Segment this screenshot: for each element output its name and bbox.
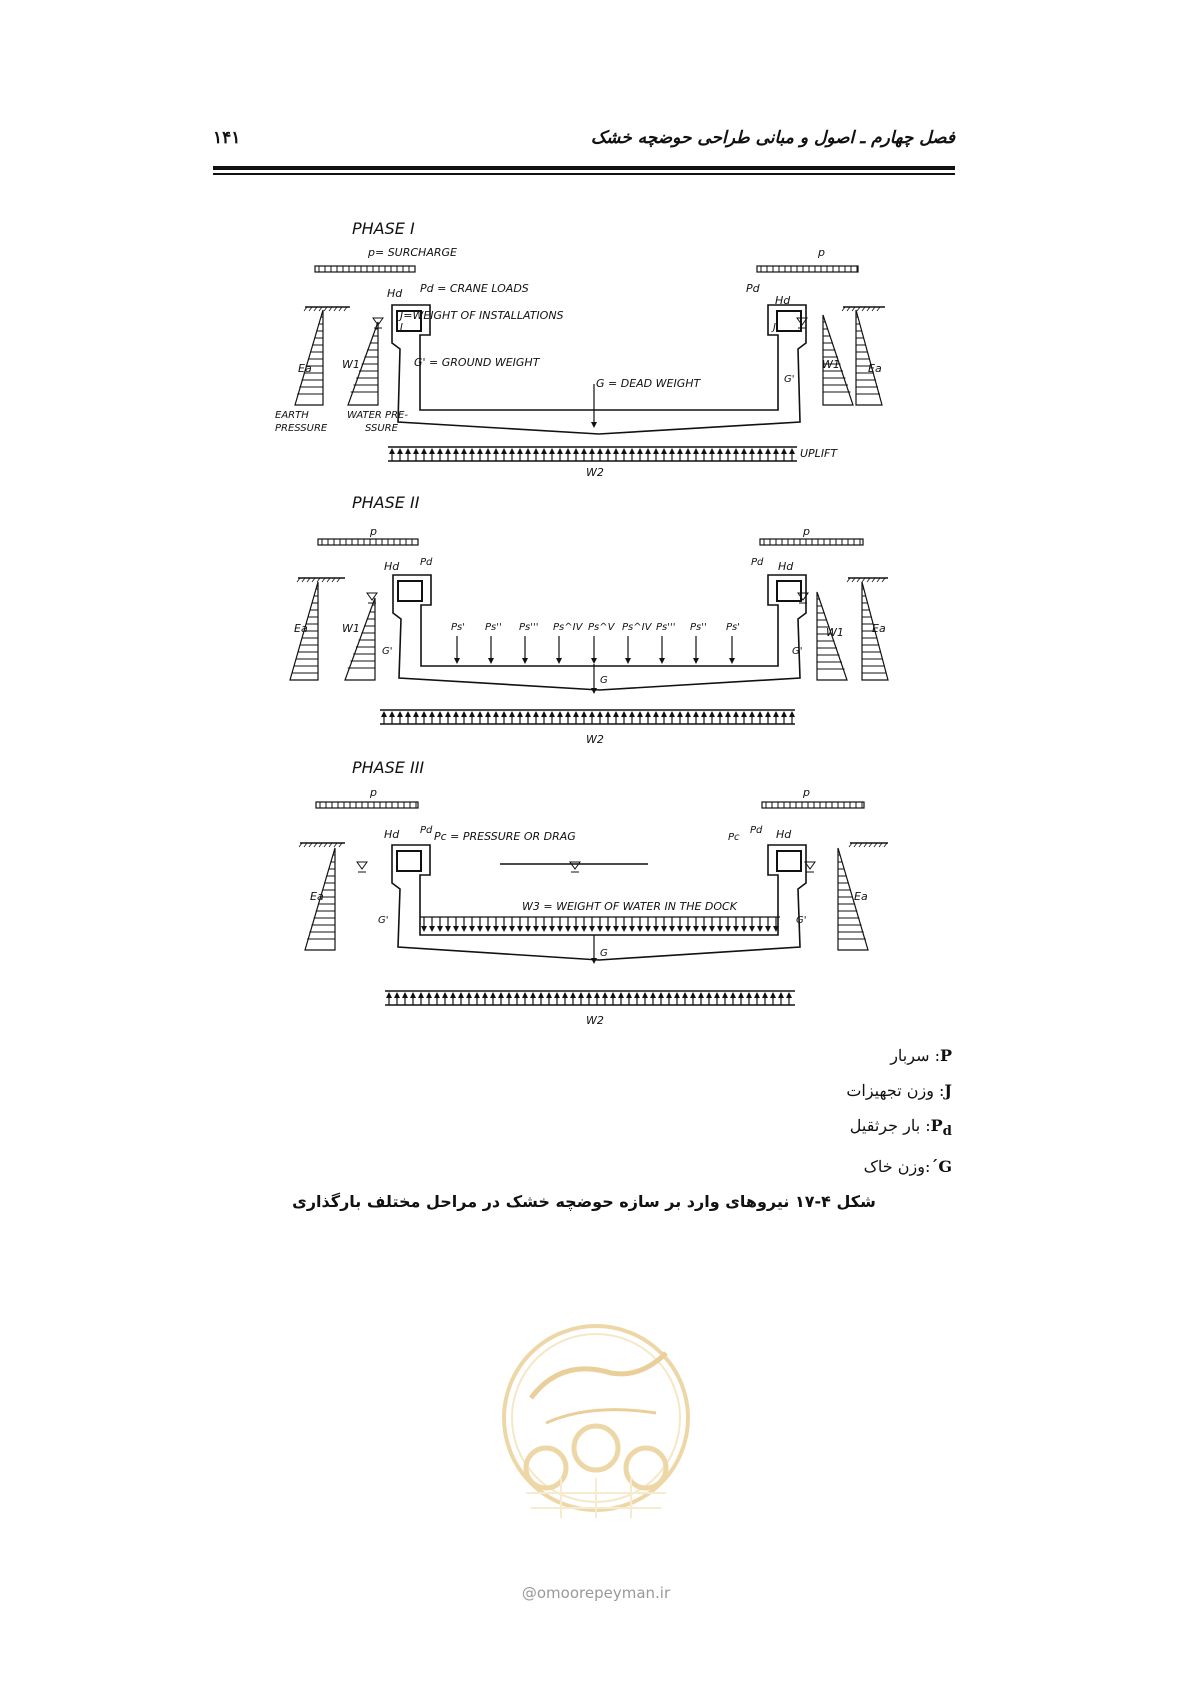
w1-2-label-left: W1 [342,622,360,635]
phase-2-heading: PHASE II [352,493,420,512]
ps-arrow-7 [659,636,665,664]
p2-right: p [803,525,810,538]
legend-item-g: G´:وزن خاک [863,1157,952,1177]
hd2-left: Hd [384,560,400,573]
dock-structure [392,305,806,434]
phase-1-diagram [275,219,885,479]
j-right: J [773,322,776,333]
ps-label-6: Ps^IV [622,622,652,633]
water-label-1: WATER PRE- [347,410,408,421]
legend-item-pd: $P_d$: بار جرثقیل [849,1116,952,1140]
phase-3-diagram [299,758,888,1027]
ps-label-8: Ps'' [690,622,707,633]
water-weight-arrows [420,917,780,932]
ps-arrow-6 [625,636,631,664]
g2-label: G [600,675,608,686]
page-number: ۱۴۱ [213,128,241,148]
surcharge-bar-right [757,266,858,272]
p2-left: p [370,525,377,538]
ps-arrow-8 [693,636,699,664]
pc3-right: Pc [728,832,740,843]
legend-item-j: J: وزن تجهیزات [846,1081,952,1100]
pressure-drag-label: Pc = PRESSURE OR DRAG [434,830,576,843]
phase-2-diagram [290,493,888,746]
uplift-bar-2 [380,710,795,724]
uplift-bar-1 [388,447,797,461]
water-label-2: SSURE [365,423,398,434]
ps-arrow-3 [522,636,528,664]
hd-left: Hd [387,287,403,300]
hd3-right: Hd [776,828,792,841]
left-gallery [397,851,421,871]
ea-left: Ea [298,362,312,375]
right-gallery [777,851,801,871]
earth-label-1: EARTH [275,410,309,421]
w1-left: W1 [342,358,360,371]
pd2-left: Pd [420,557,433,568]
surcharge3-left [316,802,418,808]
earth-pressure-right [856,310,882,405]
dead-weight-arrow [591,384,597,428]
uplift-bar-3 [385,991,795,1005]
surcharge3-right [762,802,864,808]
phase-3-heading: PHASE III [352,758,425,777]
w1-2-left [345,598,375,680]
w2-phase3: W2 [586,1014,604,1027]
ea-right: Ea [868,362,882,375]
j-left: J [400,322,403,333]
hd2-right: Hd [778,560,794,573]
ps-label-7: Ps''' [656,622,676,633]
ps-arrow-2 [488,636,494,664]
left-gallery [398,581,422,601]
ps-arrow-9 [729,636,735,664]
chapter-title: فصل چهارم ـ اصول و مبانی طراحی حوضچه خشک [590,128,955,148]
p-label-right: p [818,246,825,259]
phase-1-heading: PHASE I [352,219,415,238]
installations-label: J=WEIGHT OF INSTALLATIONS [400,309,564,322]
gp3-right: G' [796,915,807,926]
ps-arrow-4 [556,636,562,664]
surcharge2-left [318,539,418,545]
w1-2-label-right: W1 [826,626,844,639]
right-gallery [777,581,801,601]
ground-weight-label: G' = GROUND WEIGHT [414,356,540,369]
pd-right: Pd [746,282,760,295]
symbol-legend [846,1038,952,1184]
dead-weight-label: G = DEAD WEIGHT [596,377,701,390]
pd3-left: Pd [420,825,433,836]
watermark-logo [491,1318,701,1568]
crane-loads-label: Pd = CRANE LOADS [420,282,529,295]
pd3-right: Pd [750,825,763,836]
ps-label-9: Ps' [726,622,740,633]
pd2-right: Pd [751,557,764,568]
earth-pressure-left [295,310,323,405]
ps-label-4: Ps^IV [553,622,583,633]
gp2-left: G' [382,646,393,657]
water-weight-label: W3 = WEIGHT OF WATER IN THE DOCK [522,900,737,913]
right-gallery [777,311,801,331]
figure-caption: شکل ۴-۱۷ نیروهای وارد بر سازه حوضچه خشک در مراحل مختلف بارگذاری [292,1192,876,1211]
ea3-label-left: Ea [310,890,324,903]
surcharge-label: p= SURCHARGE [368,246,457,259]
ps-label-5: Ps^V [588,622,615,633]
ea2-label-left: Ea [294,622,308,635]
g3-arrow [591,935,597,964]
uplift-label: UPLIFT [800,447,838,460]
surcharge-bar-left [315,266,415,272]
w2-phase2: W2 [586,733,604,746]
p3-right: p [803,786,810,799]
ps-label-1: Ps' [451,622,465,633]
ps-label-3: Ps''' [519,622,539,633]
g-prime-right: G' [784,374,795,385]
legend-item-p: P: سربار [890,1046,952,1065]
surcharge2-right [760,539,863,545]
w2-phase1: W2 [586,466,604,479]
ea2-label-right: Ea [872,622,886,635]
watermark-text: @omoorepeyman.ir [521,1584,671,1602]
ea3-label-right: Ea [854,890,868,903]
gp2-right: G' [792,646,803,657]
gp3-left: G' [378,915,389,926]
hd-right: Hd [775,294,791,307]
hd3-left: Hd [384,828,400,841]
ps-label-2: Ps'' [485,622,502,633]
g3-label: G [600,948,608,959]
ps-arrow-5 [591,636,597,664]
w1-right: W1 [822,358,840,371]
p3-left: p [370,786,377,799]
g2-arrow [591,664,597,694]
earth-label-2: PRESSURE [275,423,328,434]
ps-arrow-1 [454,636,460,664]
